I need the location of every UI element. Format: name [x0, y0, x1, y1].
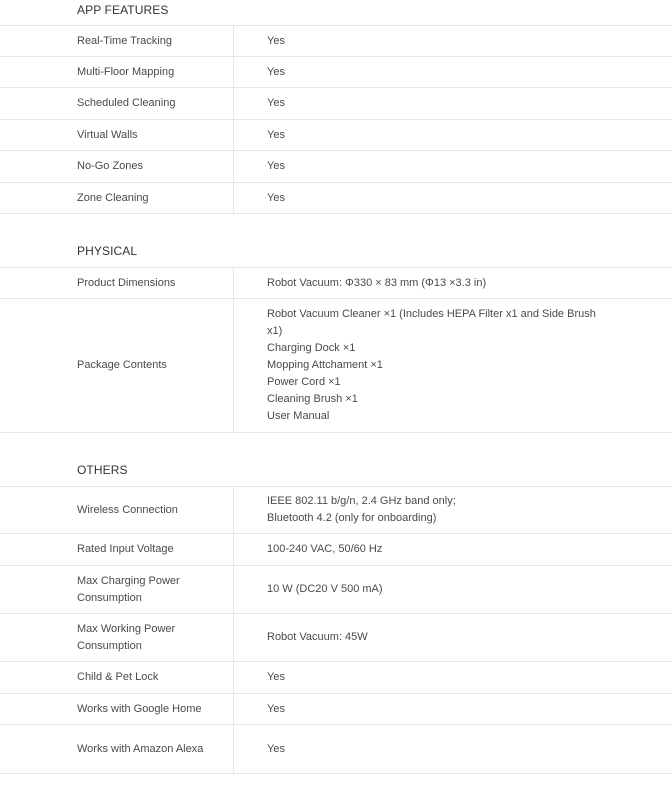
spec-row — [0, 120, 672, 151]
spec-label: Max Charging Power Consumption — [77, 574, 180, 604]
spec-value-line: Robot Vacuum Cleaner ×1 (Includes HEPA Filter x1 and Side Brush — [267, 308, 596, 320]
spec-label: Virtual Walls — [77, 128, 138, 141]
column-divider — [233, 26, 234, 56]
spec-row — [0, 566, 672, 614]
column-divider — [233, 725, 234, 773]
spec-label: Rated Input Voltage — [77, 543, 174, 555]
spec-value-line: Power Cord ×1 — [267, 376, 341, 388]
spec-row — [0, 267, 672, 299]
column-divider — [233, 151, 234, 182]
spec-value — [267, 487, 597, 533]
spec-value — [267, 120, 597, 150]
spec-value — [267, 299, 597, 432]
spec-row — [0, 534, 672, 566]
spec-value-line: Yes — [267, 702, 285, 715]
spec-value — [267, 694, 597, 724]
column-divider — [233, 120, 234, 150]
spec-value-line: User Manual — [267, 410, 330, 422]
spec-label: Wireless Connection — [77, 503, 178, 516]
column-divider — [233, 487, 234, 533]
column-divider — [233, 614, 234, 661]
spec-label: Product Dimensions — [77, 276, 176, 289]
spec-label: Child & Pet Lock — [77, 671, 159, 683]
section-title-app-features: APP FEATURES — [77, 3, 169, 17]
spec-value-line: Yes — [267, 128, 285, 141]
column-divider — [233, 268, 234, 298]
spec-value-line: 100-240 VAC, 50/60 Hz — [267, 543, 383, 555]
spec-value-line: Yes — [267, 65, 285, 78]
column-divider — [233, 534, 234, 565]
spec-row — [0, 299, 672, 433]
spec-value-line: Yes — [267, 34, 285, 47]
column-divider — [233, 57, 234, 87]
spec-label: Zone Cleaning — [77, 191, 149, 204]
spec-value-line: Robot Vacuum: Φ330 × 83 mm (Φ13 ×3.3 in) — [267, 276, 487, 289]
spec-row — [0, 614, 672, 662]
column-divider — [233, 88, 234, 119]
spec-value-line: Mopping Attchament ×1 — [267, 359, 383, 371]
spec-row — [0, 662, 672, 694]
spec-label: Scheduled Cleaning — [77, 97, 176, 109]
column-divider — [233, 662, 234, 693]
column-divider — [233, 694, 234, 724]
spec-label: No-Go Zones — [77, 160, 144, 172]
spec-value — [267, 57, 597, 87]
spec-value-line: Yes — [267, 742, 285, 755]
column-divider — [233, 299, 234, 432]
spec-value — [267, 268, 597, 298]
spec-row — [0, 88, 672, 120]
spec-row — [0, 694, 672, 725]
spec-row — [0, 725, 672, 774]
section-title-physical: PHYSICAL — [77, 244, 138, 258]
spec-value-line: Yes — [267, 97, 285, 109]
spec-value — [267, 614, 597, 661]
spec-label: Real-Time Tracking — [77, 34, 172, 47]
spec-value-line: Robot Vacuum: 45W — [267, 631, 368, 643]
spec-label: Package Contents — [77, 359, 167, 371]
spec-label: Multi-Floor Mapping — [77, 65, 175, 78]
spec-value-line: Yes — [267, 160, 285, 172]
spec-row — [0, 151, 672, 183]
spec-value-line: Yes — [267, 671, 285, 683]
spec-value-line: Cleaning Brush ×1 — [267, 393, 358, 405]
spec-row — [0, 183, 672, 214]
spec-value — [267, 26, 597, 56]
spec-value — [267, 566, 597, 613]
spec-value — [267, 534, 597, 565]
spec-value-line: Yes — [267, 191, 285, 204]
spec-label: Works with Google Home — [77, 702, 202, 715]
spec-value-line: Charging Dock ×1 — [267, 342, 356, 354]
spec-label: Max Working Power Consumption — [77, 622, 176, 652]
column-divider — [233, 183, 234, 213]
spec-row — [0, 57, 672, 88]
spec-value-line: Bluetooth 4.2 (only for onboarding) — [267, 512, 437, 524]
spec-value — [267, 88, 597, 119]
column-divider — [233, 566, 234, 613]
spec-value-line: x1) — [267, 325, 283, 337]
spec-value — [267, 725, 597, 773]
spec-label: Works with Amazon Alexa — [77, 742, 204, 755]
spec-value — [267, 183, 597, 213]
spec-value — [267, 151, 597, 182]
spec-value-line: 10 W (DC20 V 500 mA) — [267, 583, 383, 595]
spec-value — [267, 662, 597, 693]
spec-row — [0, 25, 672, 57]
section-title-others: OTHERS — [77, 463, 128, 477]
spec-row — [0, 486, 672, 534]
spec-value-line: IEEE 802.11 b/g/n, 2.4 GHz band only; — [267, 495, 456, 507]
